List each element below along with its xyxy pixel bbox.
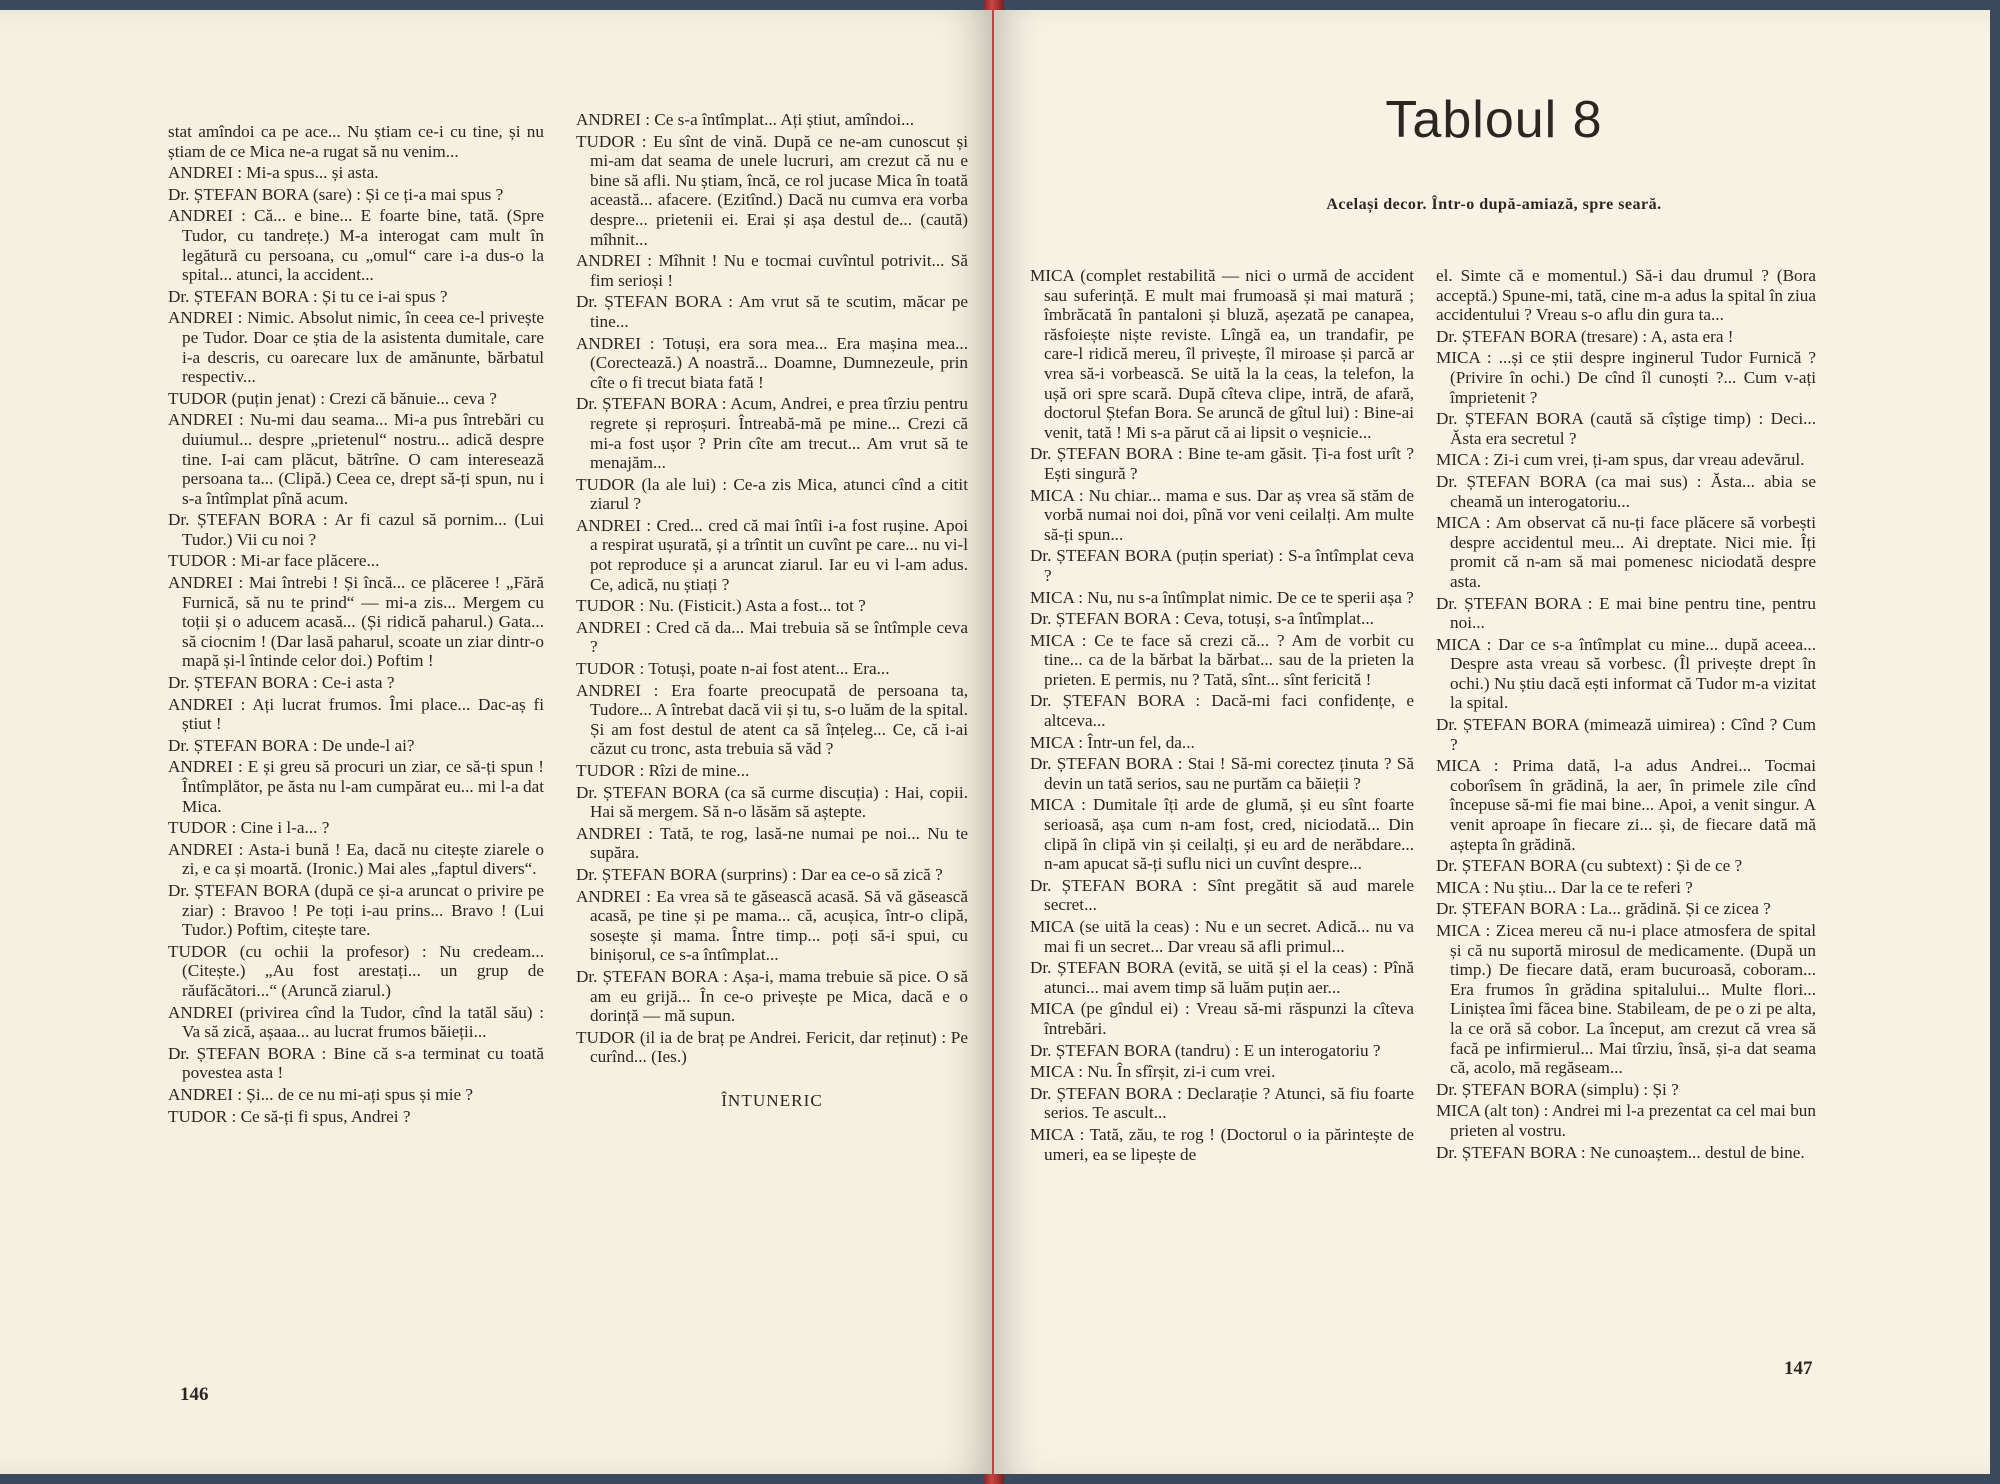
right-page — [994, 10, 1990, 1474]
dialogue-paragraph: Dr. ȘTEFAN BORA (simplu) : Și ? — [1436, 1079, 1679, 1099]
dialogue-paragraph: MICA : Dumitale îți arde de glumă, și eu sînt foarte serioasă, așa cum n-am fost, cred, niciodată... Din clipă în clipă vin și ceilalți, și eu ard de nerăbdare... n-am apucat să-ți suflu nici un cuvînt despre... — [1030, 795, 1414, 874]
right-column-1 — [1030, 266, 1414, 1166]
dialogue-paragraph: MICA : Dar ce s-a întîmplat cu mine... după aceea... Despre asta vreau să vorbesc. (Îl privește drept în ochi.) Nu știu dacă ești informat că Tudor m-a vizitat la spital. — [1436, 634, 1816, 713]
dialogue-paragraph: ANDREI : Nimic. Absolut nimic, în ceea ce-l privește pe Tudor. Doar ce știa de la asistenta dumitale, care i-a descris, cu oarecare lux de amănunte, bărbatul respectiv... — [168, 308, 544, 387]
dialogue-paragraph: MICA : Zicea mereu că nu-i place atmosfera de spital și că nu suportă mirosul de medicamente. (După un timp.) De fiecare dată, eram bucuroasă, coboram... Era frumos în grădina spitalului... Multe flori... Liniștea îmi făcea bine. Stabileam, de pe o zi pe alta, la ce oră să cobor. La început, am crezut că vrea să facă pe infirmierul... Mai tîrziu, însă, și-a dat seama că, acolo, mă regăseam... — [1436, 921, 1816, 1078]
dialogue-paragraph: Dr. ȘTEFAN BORA : Ne cunoaștem... destul de bine. — [1436, 1142, 1805, 1162]
section-title: Tabloul 8 — [1385, 91, 1603, 149]
dialogue-paragraph: TUDOR : Cine i l-a... ? — [168, 818, 330, 838]
dialogue-paragraph: ANDREI : Totuși, era sora mea... Era mașina mea... (Corectează.) A noastră... Doamne, Dumnezeule, prin cîte o fi trecut biata fată ! — [576, 333, 968, 392]
dialogue-paragraph: ANDREI : E și greu să procuri un ziar, ce să-ți spun ! Întîmplător, pe ăsta nu l-am cumpărat eu... mi l-a dat Mica. — [168, 757, 544, 816]
dialogue-paragraph: TUDOR : Mi-ar face plăcere... — [168, 551, 380, 571]
dialogue-paragraph: stat amîndoi ca pe ace... Nu știam ce-i cu tine, și nu știam de ce Mica ne-a rugat să nu venim... — [168, 122, 544, 161]
dialogue-paragraph: ANDREI : Și... de ce nu mi-ați spus și mie ? — [168, 1084, 474, 1104]
dialogue-paragraph: Dr. ȘTEFAN BORA : Și tu ce i-ai spus ? — [168, 286, 448, 306]
dialogue-paragraph: MICA : Nu știu... Dar la ce te referi ? — [1436, 877, 1693, 897]
dialogue-paragraph: ANDREI : Mai întrebi ! Și încă... ce plăceree ! „Fără Furnică, să nu te prind“ — mi-a zis... Mergem cu toții și o aducem acasă... (Și ridică paharul.) Gata... să ciocnim ! (Dar lasă paharul, scoate un ziar dintr-o mapă și-l întinde celor doi.) Poftim ! — [168, 573, 544, 671]
dialogue-paragraph: Dr. ȘTEFAN BORA (cu subtext) : Și de ce ? — [1436, 856, 1743, 876]
dialogue-paragraph: TUDOR : Rîzi de mine... — [576, 761, 750, 780]
dialogue-paragraph: Dr. ȘTEFAN BORA (tresare) : A, asta era ! — [1436, 326, 1734, 346]
dialogue-paragraph: MICA (complet restabilită — nici o urmă de accident sau suferință. E mult mai frumoasă și mai matură ; îmbrăcată în pantaloni și bluză, așezată pe canapea, răsfoiește niște reviste. Lîngă ea, un trandafir, pe care-l ridică mereu, îl privește, îl miroase și parcă ar vrea să-i vorbească. Se uită la la ceas, la telefon, la ușă ori spre scară. După cîteva clipe, intră, de afară, doctorul Ștefan Bora. Se aruncă de gîtul lui) : Bine-ai venit, tată ! Mi s-a părut că ai lipsit o veșnicie... — [1030, 266, 1414, 442]
dialogue-paragraph: ANDREI : Asta-i bună ! Ea, dacă nu citește ziarele o zi, e ca și moartă. (Ironic.) Mai ales „faptul divers“. — [168, 839, 544, 879]
dialogue-paragraph: Dr. ȘTEFAN BORA : La... grădină. Și ce zicea ? — [1436, 899, 1771, 919]
dialogue-paragraph: Dr. ȘTEFAN BORA : Stai ! Să-mi corectez ținuta ? Să devin un tată serios, sau ne purtăm ca băieții ? — [1030, 754, 1414, 793]
dialogue-paragraph: ANDREI : Că... e bine... E foarte bine, tată. (Spre Tudor, cu tandrețe.) M-a interogat cam mult în legătură cu persoana, cu „omul“ care i-a dus-o la spital... atunci, la accident... — [168, 206, 544, 285]
dialogue-paragraph: ANDREI : Ați lucrat frumos. Îmi place... Dac-aș fi știut ! — [168, 694, 544, 734]
dialogue-paragraph: ANDREI : Mîhnit ! Nu e tocmai cuvîntul potrivit... Să fim serioși ! — [576, 251, 968, 290]
left-page — [0, 10, 992, 1474]
right-column-2 — [1436, 266, 1816, 1164]
dialogue-paragraph: Dr. ȘTEFAN BORA (sare) : Și ce ți-a mai spus ? — [168, 184, 504, 204]
dialogue-paragraph: ANDREI : Cred... cred că mai întîi i-a fost rușine. Apoi a respirat ușurată, și a trîntit un cuvînt pe care... nu vi-l pot reproduce și a aruncat ziarul. Iar eu vi l-am adus. Ce, adică, nu știați ? — [576, 515, 968, 594]
dialogue-paragraph: Dr. ȘTEFAN BORA : De unde-l ai? — [168, 735, 415, 755]
dialogue-paragraph: Dr. ȘTEFAN BORA (tandru) : E un interogatoriu ? — [1030, 1040, 1381, 1060]
dialogue-paragraph: Dr. ȘTEFAN BORA : Ar fi cazul să pornim... (Lui Tudor.) Vii cu noi ? — [168, 510, 544, 549]
dialogue-paragraph: TUDOR (la ale lui) : Ce-a zis Mica, atunci cînd a citit ziarul ? — [576, 474, 968, 514]
dialogue-paragraph: ANDREI : Mi-a spus... și asta. — [168, 163, 379, 183]
dialogue-paragraph: TUDOR (il ia de braț pe Andrei. Fericit, dar reținut) : Pe curînd... (Ies.) — [576, 1027, 968, 1067]
dialogue-paragraph: Dr. ȘTEFAN BORA (ca mai sus) : Ăsta... abia se cheamă un interogatoriu... — [1436, 471, 1816, 511]
dialogue-paragraph: Dr. ȘTEFAN BORA (evită, se uită și el la ceas) : Pînă atunci... mai avem timp să luăm puțin aer... — [1030, 958, 1414, 997]
dialogue-paragraph: TUDOR : Totuși, poate n-ai fost atent... Era... — [576, 659, 890, 679]
dialogue-paragraph: TUDOR : Eu sînt de vină. După ce ne-am cunoscut și mi-am dat seama de unele lucruri, am crezut că nu e bine să afli. Nu știam, încă, ce rol jucase Mica în toată această... afacere. (Ezitînd.) Dacă nu cumva era vorba despre... prietenii ei. Erai și așa destul de... (caută) mîhnit... — [576, 131, 968, 249]
dialogue-paragraph: MICA : Am observat că nu-ți face plăcere să vorbești despre accidentul meu... Ai dreptate. Nici mie. Îți promit că n-am să mai pomenesc niciodată despre asta. — [1436, 513, 1816, 591]
dialogue-paragraph: Dr. ȘTEFAN BORA (surprins) : Dar ea ce-o să zică ? — [576, 864, 943, 884]
dialogue-paragraph: ANDREI : Nu-mi dau seama... Mi-a pus întrebări cu duiumul... despre „prietenul“ nostru... adică despre tine. I-ai cam plăcut, bătrîne. O cam interesează persoana ta... (Clipă.) Ceea ce, drept să-ți spun, nu i s-a întîmplat pînă acum. — [168, 410, 544, 508]
dialogue-paragraph: ANDREI : Ea vrea să te găsească acasă. Să vă găsească acasă, pe tine și pe mama... că, acușica, într-o clipă, sosește și mama. Între timp... poți să-i spui, cu binișorul, ce s-a întîmplat... — [576, 886, 968, 965]
dialogue-paragraph: Dr. ȘTEFAN BORA : Bine că s-a terminat cu toată povestea asta ! — [168, 1043, 544, 1083]
dialogue-paragraph: TUDOR : Ce să-ți fi spus, Andrei ? — [168, 1106, 411, 1126]
dialogue-paragraph: Dr. ȘTEFAN BORA : Am vrut să te scutim, măcar pe tine... — [576, 292, 968, 331]
dialogue-paragraph: MICA : Nu, nu s-a întîmplat nimic. De ce te sperii așa ? — [1030, 587, 1414, 607]
dialogue-paragraph: el. Simte că e momentul.) Să-i dau drumul ? (Bora acceptă.) Spune-mi, tată, cine m-a adus la spital în ziua accidentului ? Vreau s-o aflu din gura ta... — [1436, 266, 1816, 325]
dialogue-paragraph: Dr. ȘTEFAN BORA (puțin speriat) : S-a întîmplat ceva ? — [1030, 546, 1414, 585]
dialogue-paragraph: MICA : Într-un fel, da... — [1030, 732, 1195, 752]
dialogue-paragraph: ANDREI (privirea cînd la Tudor, cînd la tatăl său) : Va să zică, așaaa... au lucrat frumos băieții... — [168, 1002, 544, 1042]
page-number-left: 146 — [180, 1384, 209, 1405]
dialogue-paragraph: MICA (pe gîndul ei) : Vreau să-mi răspunzi la cîteva întrebări. — [1030, 999, 1414, 1038]
dialogue-paragraph: MICA (alt ton) : Andrei mi l-a prezentat ca cel mai bun prieten al vostru. — [1436, 1101, 1816, 1140]
dialogue-paragraph: Dr. ȘTEFAN BORA : Ceva, totuși, s-a întîmplat... — [1030, 609, 1374, 629]
dialogue-paragraph: TUDOR : Nu. (Fisticit.) Asta a fost... tot ? — [576, 596, 866, 616]
left-column-2 — [576, 110, 968, 1111]
dialogue-paragraph: Dr. ȘTEFAN BORA (caută să cîștige timp) : Deci... Ăsta era secretul ? — [1436, 409, 1816, 448]
page-number-right: 147 — [1784, 1358, 1813, 1379]
dialogue-paragraph: ANDREI : Cred că da... Mai trebuia să se întîmple ceva ? — [576, 617, 968, 657]
dialogue-paragraph: Dr. ȘTEFAN BORA : Sînt pregătit să aud marele secret... — [1030, 875, 1414, 915]
dialogue-paragraph: MICA : Tată, zău, te rog ! (Doctorul o ia părintește de umeri, ea se lipește de — [1030, 1124, 1414, 1164]
dialogue-paragraph: MICA : Ce te face să crezi că... ? Am de vorbit cu tine... ca de la bărbat la bărbat... sau de la prieten la prieten. E permis, nu ? Tată, sînt... sînt fericită ! — [1030, 630, 1414, 689]
dialogue-paragraph: Dr. ȘTEFAN BORA : Așa-i, mama trebuie să pice. O să am eu grijă... În ce-o privește pe Mica, dacă e o dorință — mă supun. — [576, 966, 968, 1026]
left-column-1 — [168, 122, 544, 1128]
dialogue-paragraph: ANDREI : Tată, te rog, lasă-ne numai pe noi... Nu te supăra. — [576, 823, 968, 863]
dialogue-paragraph: MICA : Zi-i cum vrei, ți-am spus, dar vreau adevărul. — [1436, 450, 1805, 470]
dialogue-paragraph: Dr. ȘTEFAN BORA : Ce-i asta ? — [168, 673, 395, 693]
dialogue-paragraph: Dr. ȘTEFAN BORA : Dacă-mi faci confidențe, e altceva... — [1030, 691, 1414, 731]
dialogue-paragraph: MICA : Prima dată, l-a adus Andrei... Tocmai coborîsem în grădină, la aer, în primele zile cînd începuse să-mi fie mai bine... Apoi, a venit singur. A venit aproape în fiecare zi... și, de fiecare dată mă aștepta în grădină. — [1436, 756, 1816, 854]
dialogue-paragraph: MICA (se uită la ceas) : Nu e un secret. Adică... nu va mai fi un secret... Dar vreau să afli primul... — [1030, 917, 1414, 956]
dialogue-paragraph: Dr. ȘTEFAN BORA (după ce și-a aruncat o privire pe ziar) : Bravoo ! Pe toți i-au prins... Bravo ! (Lui Tudor.) Poftim, citește tare. — [168, 880, 544, 940]
dialogue-paragraph: MICA : ...și ce știi despre inginerul Tudor Furnică ? (Privire în ochi.) De cînd îl cunoști ?... Cum v-ați împrietenit ? — [1436, 348, 1816, 407]
dialogue-paragraph: TUDOR (puțin jenat) : Crezi că bănuie... ceva ? — [168, 388, 497, 408]
dialogue-paragraph: MICA : Nu. În sfîrșit, zi-i cum vrei. — [1030, 1062, 1276, 1082]
dialogue-paragraph: Dr. ȘTEFAN BORA : Declarație ? Atunci, să fiu foarte serios. Te ascult... — [1030, 1083, 1414, 1123]
dialogue-paragraph: Dr. ȘTEFAN BORA : Acum, Andrei, e prea tîrziu pentru regrete și reproșuri. Întreabă-mă pe mine... Crezi că mi-a fost ușor ? Prin cîte am trecut... Am vrut să te menajăm... — [576, 394, 968, 473]
dialogue-paragraph: Dr. ȘTEFAN BORA : Bine te-am găsit. Ți-a fost urît ? Ești singură ? — [1030, 444, 1414, 483]
scene-end-marker: ÎNTUNERIC — [721, 1090, 823, 1110]
dialogue-paragraph: MICA : Nu chiar... mama e sus. Dar aș vrea să stăm de vorbă numai noi doi, pînă vor veni ceilalți. Am multe să-ți spun... — [1030, 485, 1414, 544]
dialogue-paragraph: Dr. ȘTEFAN BORA (mimează uimirea) : Cînd ? Cum ? — [1436, 715, 1816, 754]
dialogue-paragraph: ANDREI : Ce s-a întîmplat... Ați știut, amîndoi... — [576, 110, 915, 129]
dialogue-paragraph: Dr. ȘTEFAN BORA (ca să curme discuția) : Hai, copii. Hai să mergem. Să n-o lăsăm să aștepte. — [576, 782, 968, 822]
stage-setting: Același decor. Într-o după-amiază, spre seară. — [1326, 196, 1662, 213]
dialogue-paragraph: Dr. ȘTEFAN BORA : E mai bine pentru tine, pentru noi... — [1436, 593, 1816, 633]
dialogue-paragraph: ANDREI : Era foarte preocupată de persoana ta, Tudore... A întrebat dacă vii și tu, s-o luăm de la spital. Și am fost destul de atent ca să înțeleg... Ce, că i-ai căzut cu tronc, asta trebuia să văd ? — [576, 680, 968, 759]
dialogue-paragraph: TUDOR (cu ochii la profesor) : Nu credeam... (Citește.) „Au fost arestați... un grup de răufăcători...“ (Aruncă ziarul.) — [168, 941, 544, 1000]
